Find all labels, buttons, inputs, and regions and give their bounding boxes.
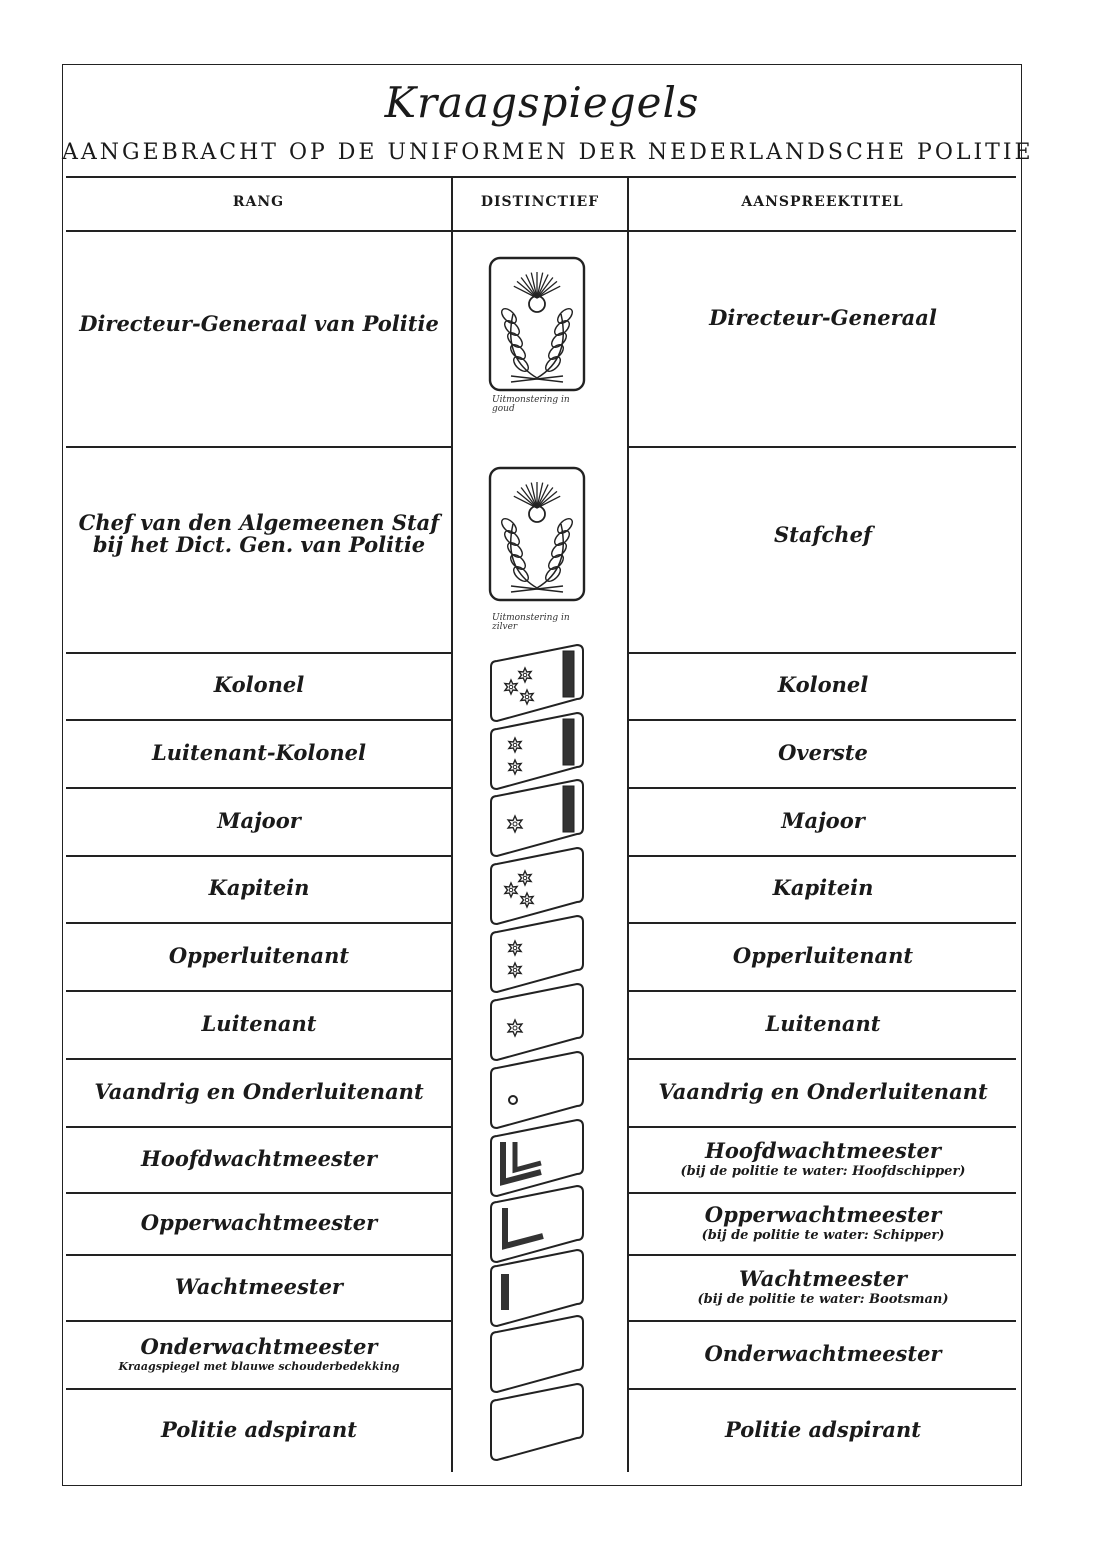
- rang-label: Majoor: [217, 807, 301, 833]
- rang-cell: [70, 232, 448, 416]
- rang-label: Wachtmeester: [174, 1273, 343, 1299]
- aanspreektitel-cell: [632, 719, 1014, 787]
- header-distinctief: DISTINCTIEF: [480, 194, 600, 210]
- aanspreektitel-label: Onderwachtmeester: [704, 1340, 942, 1366]
- header-top-rule: [66, 176, 1016, 178]
- rang-cell: [70, 922, 448, 990]
- rang-label: Luitenant-Kolonel: [151, 739, 367, 765]
- aanspreektitel-label: Luitenant: [765, 1010, 881, 1036]
- collar-tab-double-chevron: [491, 1120, 583, 1196]
- rang-label: Hoofdwachtmeester: [141, 1145, 377, 1171]
- rang-cell: [70, 1192, 448, 1254]
- column-separator-right: [627, 176, 629, 1472]
- aanspreektitel-note: (bij de politie te water: Schipper): [701, 1227, 945, 1243]
- rang-cell: [70, 446, 448, 622]
- rang-label: Luitenant: [201, 1010, 317, 1036]
- collar-tab-1-star: [491, 984, 583, 1060]
- wreath-grenade-badge: [490, 468, 584, 600]
- collar-tab-dot: [491, 1052, 583, 1128]
- rang-label: Chef van den Algemeenen Staf bij het Dict. Gen. van Politie: [78, 509, 440, 557]
- aanspreektitel-label: Kapitein: [772, 875, 874, 901]
- insignia-caption: Uitmonstering in goud: [492, 395, 570, 414]
- collar-tab-plain: [491, 1384, 583, 1460]
- aanspreektitel-label: Vaandrig en Onderluitenant: [658, 1078, 988, 1104]
- rang-cell: [70, 855, 448, 922]
- aanspreektitel-cell: [632, 1058, 1014, 1126]
- aanspreektitel-label: Kolonel: [777, 672, 869, 698]
- aanspreektitel-label: Majoor: [781, 807, 865, 833]
- rang-label: Directeur-Generaal van Politie: [79, 310, 439, 336]
- header-rang: RANG: [232, 194, 285, 210]
- rang-cell: [70, 719, 448, 787]
- rang-label: Vaandrig en Onderluitenant: [94, 1078, 424, 1104]
- rang-cell: [70, 1388, 448, 1472]
- aanspreektitel-cell: [632, 990, 1014, 1058]
- rang-cell: [70, 1126, 448, 1192]
- wreath-grenade-badge: [490, 258, 584, 390]
- aanspreektitel-label: Stafchef: [774, 521, 872, 547]
- aanspreektitel-label: Politie adspirant: [725, 1416, 921, 1442]
- aanspreektitel-cell: [632, 1320, 1014, 1388]
- aanspreektitel-cell: [632, 1192, 1014, 1254]
- aanspreektitel-cell: [632, 1388, 1014, 1472]
- aanspreektitel-cell: [632, 1126, 1014, 1192]
- rang-cell: [70, 1254, 448, 1320]
- collar-tab-1-star-bar: [491, 780, 583, 856]
- aanspreektitel-label: Overste: [778, 739, 868, 765]
- collar-tab-2-stars-bar: [491, 713, 583, 789]
- aanspreektitel-cell: [632, 1254, 1014, 1320]
- aanspreektitel-label: Directeur-Generaal: [709, 304, 937, 330]
- collar-tab-3-stars-bar: [491, 645, 583, 721]
- page-title: Kraagspiegels: [384, 78, 700, 127]
- aanspreektitel-note: (bij de politie te water: Hoofdschipper): [680, 1163, 966, 1179]
- collar-tab-plain: [491, 1316, 583, 1392]
- aanspreektitel-label: Opperwachtmeester: [704, 1201, 942, 1227]
- insignia-caption: Uitmonstering in zilver: [492, 613, 570, 632]
- aanspreektitel-cell: [632, 922, 1014, 990]
- header-aanspreektitel: AANSPREEKTITEL: [741, 194, 904, 210]
- rang-cell: [70, 990, 448, 1058]
- aanspreektitel-label: Hoofdwachtmeester: [705, 1137, 941, 1163]
- rang-label: Onderwachtmeester: [140, 1333, 378, 1359]
- rang-cell: [70, 787, 448, 855]
- rang-label: Opperluitenant: [168, 942, 350, 968]
- collar-tab-3-stars: [491, 848, 583, 924]
- rang-label: Politie adspirant: [161, 1416, 357, 1442]
- aanspreektitel-label: Wachtmeester: [738, 1265, 907, 1291]
- rang-label: Kapitein: [208, 875, 310, 901]
- collar-tab-single-bar: [491, 1250, 583, 1326]
- rang-label: Kolonel: [213, 672, 305, 698]
- aanspreektitel-note: (bij de politie te water: Bootsman): [697, 1291, 949, 1307]
- aanspreektitel-cell: [632, 787, 1014, 855]
- rang-cell: [70, 1058, 448, 1126]
- aanspreektitel-cell: [632, 432, 1014, 638]
- collar-tab-2-stars: [491, 916, 583, 992]
- rang-cell: [70, 1320, 448, 1388]
- rang-cell: [70, 652, 448, 719]
- page-subtitle: AANGEBRACHT OP DE UNIFORMEN DER NEDERLANDSCHE POLITIE: [62, 140, 1034, 165]
- aanspreektitel-cell: [632, 652, 1014, 719]
- aanspreektitel-cell: [632, 855, 1014, 922]
- rang-note: Kraagspiegel met blauwe schouderbedekking: [118, 1359, 400, 1373]
- insignia-column: [453, 232, 627, 1482]
- aanspreektitel-label: Opperluitenant: [732, 942, 914, 968]
- aanspreektitel-cell: [632, 226, 1014, 410]
- rang-label: Opperwachtmeester: [140, 1209, 378, 1235]
